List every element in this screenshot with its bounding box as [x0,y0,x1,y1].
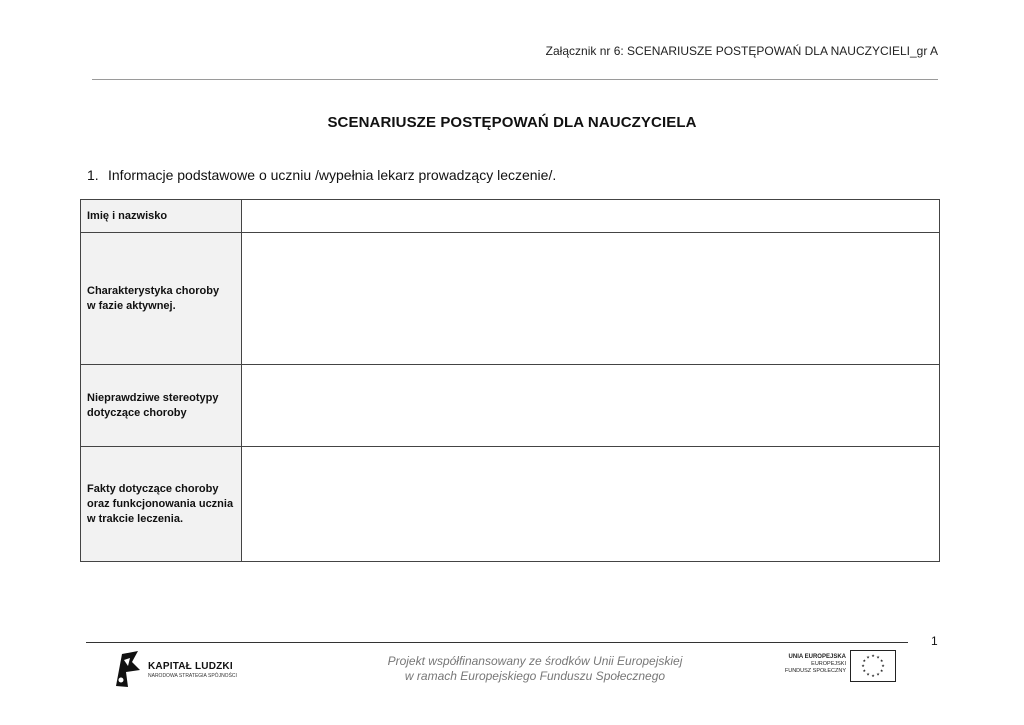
svg-text:★: ★ [862,658,867,663]
table-row [81,233,940,365]
header-divider [92,79,938,80]
row-value-disease-characteristics[interactable] [242,233,940,365]
svg-text:★: ★ [866,671,870,677]
eu-logo [780,650,900,684]
document-title: SCENARIUSZE POSTĘPOWAŃ DLA NAUCZYCIELA [327,114,697,131]
kapital-ludzki-name: KAPITAŁ LUDZKI [148,661,233,672]
row-value-stereotypes[interactable] [242,365,940,447]
label-line: dotyczące choroby [87,406,187,419]
row-label-disease-characteristics [81,233,242,365]
svg-text:★: ★ [866,654,870,660]
svg-text:★: ★ [862,668,867,673]
project-line: Projekt współfinansowany ze środków Unii Europejskiej [387,654,683,668]
kapital-ludzki-icon [112,650,142,688]
svg-text:★: ★ [871,673,875,678]
row-value-name[interactable] [242,200,940,233]
label-line: Fakty dotyczące choroby [87,482,219,495]
svg-text:★: ★ [876,671,880,677]
svg-text:★: ★ [871,653,875,658]
svg-text:★: ★ [881,663,885,668]
row-label-stereotypes [81,365,242,447]
label-line: w fazie aktywnej. [87,299,176,312]
eu-line: EUROPEJSKI [811,661,846,667]
table-row [81,200,940,233]
table-row [81,365,940,447]
eu-flag-icon [850,650,896,682]
label-line: Charakterystyka choroby [87,284,220,297]
page-number: 1 [931,634,938,648]
section-heading [87,167,556,183]
row-value-facts[interactable] [242,447,940,562]
label-line: oraz funkcjonowania ucznia [87,497,234,510]
eu-line: FUNDUSZ SPOŁECZNY [784,668,846,674]
label-line: Imię i nazwisko [87,209,168,222]
label-line: Nieprawdziwe stereotypy [87,391,219,404]
svg-text:★: ★ [861,663,865,668]
project-funding-note [340,654,730,684]
annex-header: Załącznik nr 6: SCENARIUSZE POSTĘPOWAŃ DLA NAUCZYCIELI_gr A [545,44,938,58]
eu-logo-text [785,654,846,675]
section-text: Informacje podstawowe o uczniu /wypełnia lekarz prowadzący leczenie/. [108,167,557,183]
label-line: w trakcie leczenia. [87,512,183,525]
table-row [81,447,940,562]
row-label-name [81,200,242,233]
svg-text:★: ★ [876,654,880,660]
svg-text:★: ★ [879,658,884,663]
kapital-ludzki-subtitle: NARODOWA STRATEGIA SPÓJNOŚCI [148,673,237,679]
project-line: w ramach Europejskiego Funduszu Społecznego [404,669,666,683]
section-number: 1. [87,167,99,183]
row-label-facts [81,447,242,562]
eu-line: UNIA EUROPEJSKA [788,654,846,660]
svg-text:★: ★ [879,668,884,673]
student-info-table [80,199,940,562]
kapital-ludzki-logo [112,650,262,690]
footer-divider [86,642,908,643]
